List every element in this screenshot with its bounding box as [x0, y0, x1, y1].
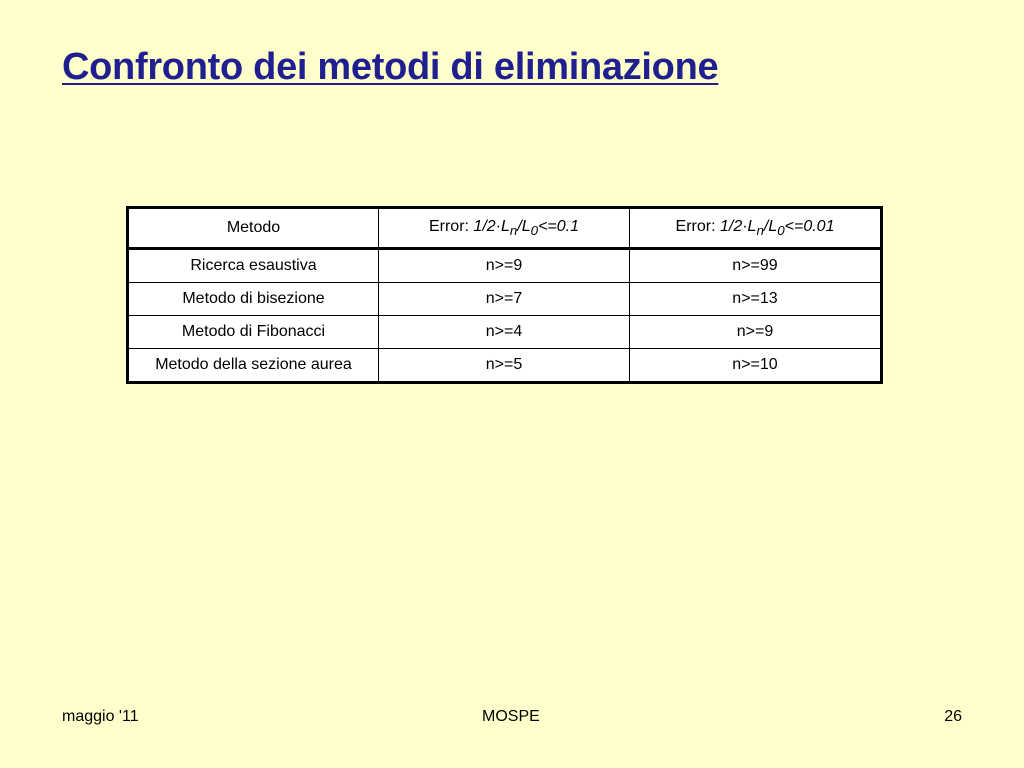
cell-error-001: n>=99 — [630, 249, 882, 283]
header-error-001-formula — [719, 217, 835, 239]
table-header-row — [128, 208, 882, 249]
cell-error-01: n>=5 — [379, 349, 630, 383]
header-error-01-prefix: Error: — [428, 217, 474, 235]
formula-sub: n — [756, 223, 764, 239]
header-error-01 — [379, 208, 630, 249]
formula-sub: 0 — [530, 223, 539, 239]
cell-error-01: n>=4 — [379, 316, 630, 349]
comparison-table-container — [126, 206, 880, 384]
cell-method: Ricerca esaustiva — [128, 249, 379, 283]
formula-part: /L — [517, 217, 531, 235]
table-row — [128, 283, 882, 316]
cell-error-01: n>=7 — [379, 283, 630, 316]
formula-part: 1/2·L — [719, 217, 757, 235]
header-method: Metodo — [128, 208, 379, 249]
table-row — [128, 316, 882, 349]
footer-date: maggio '11 — [62, 708, 139, 725]
footer-center-label: MOSPE — [482, 708, 540, 725]
cell-error-001: n>=13 — [630, 283, 882, 316]
cell-method: Metodo di bisezione — [128, 283, 379, 316]
footer-page-number: 26 — [944, 708, 962, 725]
cell-method: Metodo della sezione aurea — [128, 349, 379, 383]
header-error-001 — [630, 208, 882, 249]
slide-title: Confronto dei metodi di eliminazione — [62, 46, 719, 88]
formula-part: 1/2·L — [473, 217, 510, 235]
cell-error-01: n>=9 — [379, 249, 630, 283]
comparison-table — [126, 206, 883, 384]
formula-part: <=0.1 — [538, 217, 580, 235]
formula-part: /L — [763, 217, 778, 235]
table-row — [128, 249, 882, 283]
formula-part: <=0.01 — [784, 217, 835, 235]
formula-sub: n — [509, 223, 518, 239]
cell-error-001: n>=10 — [630, 349, 882, 383]
table-row — [128, 349, 882, 383]
cell-method: Metodo di Fibonacci — [128, 316, 379, 349]
formula-sub: 0 — [777, 223, 785, 239]
cell-error-001: n>=9 — [630, 316, 882, 349]
header-error-001-prefix: Error: — [675, 217, 720, 235]
header-error-01-formula — [473, 217, 580, 239]
